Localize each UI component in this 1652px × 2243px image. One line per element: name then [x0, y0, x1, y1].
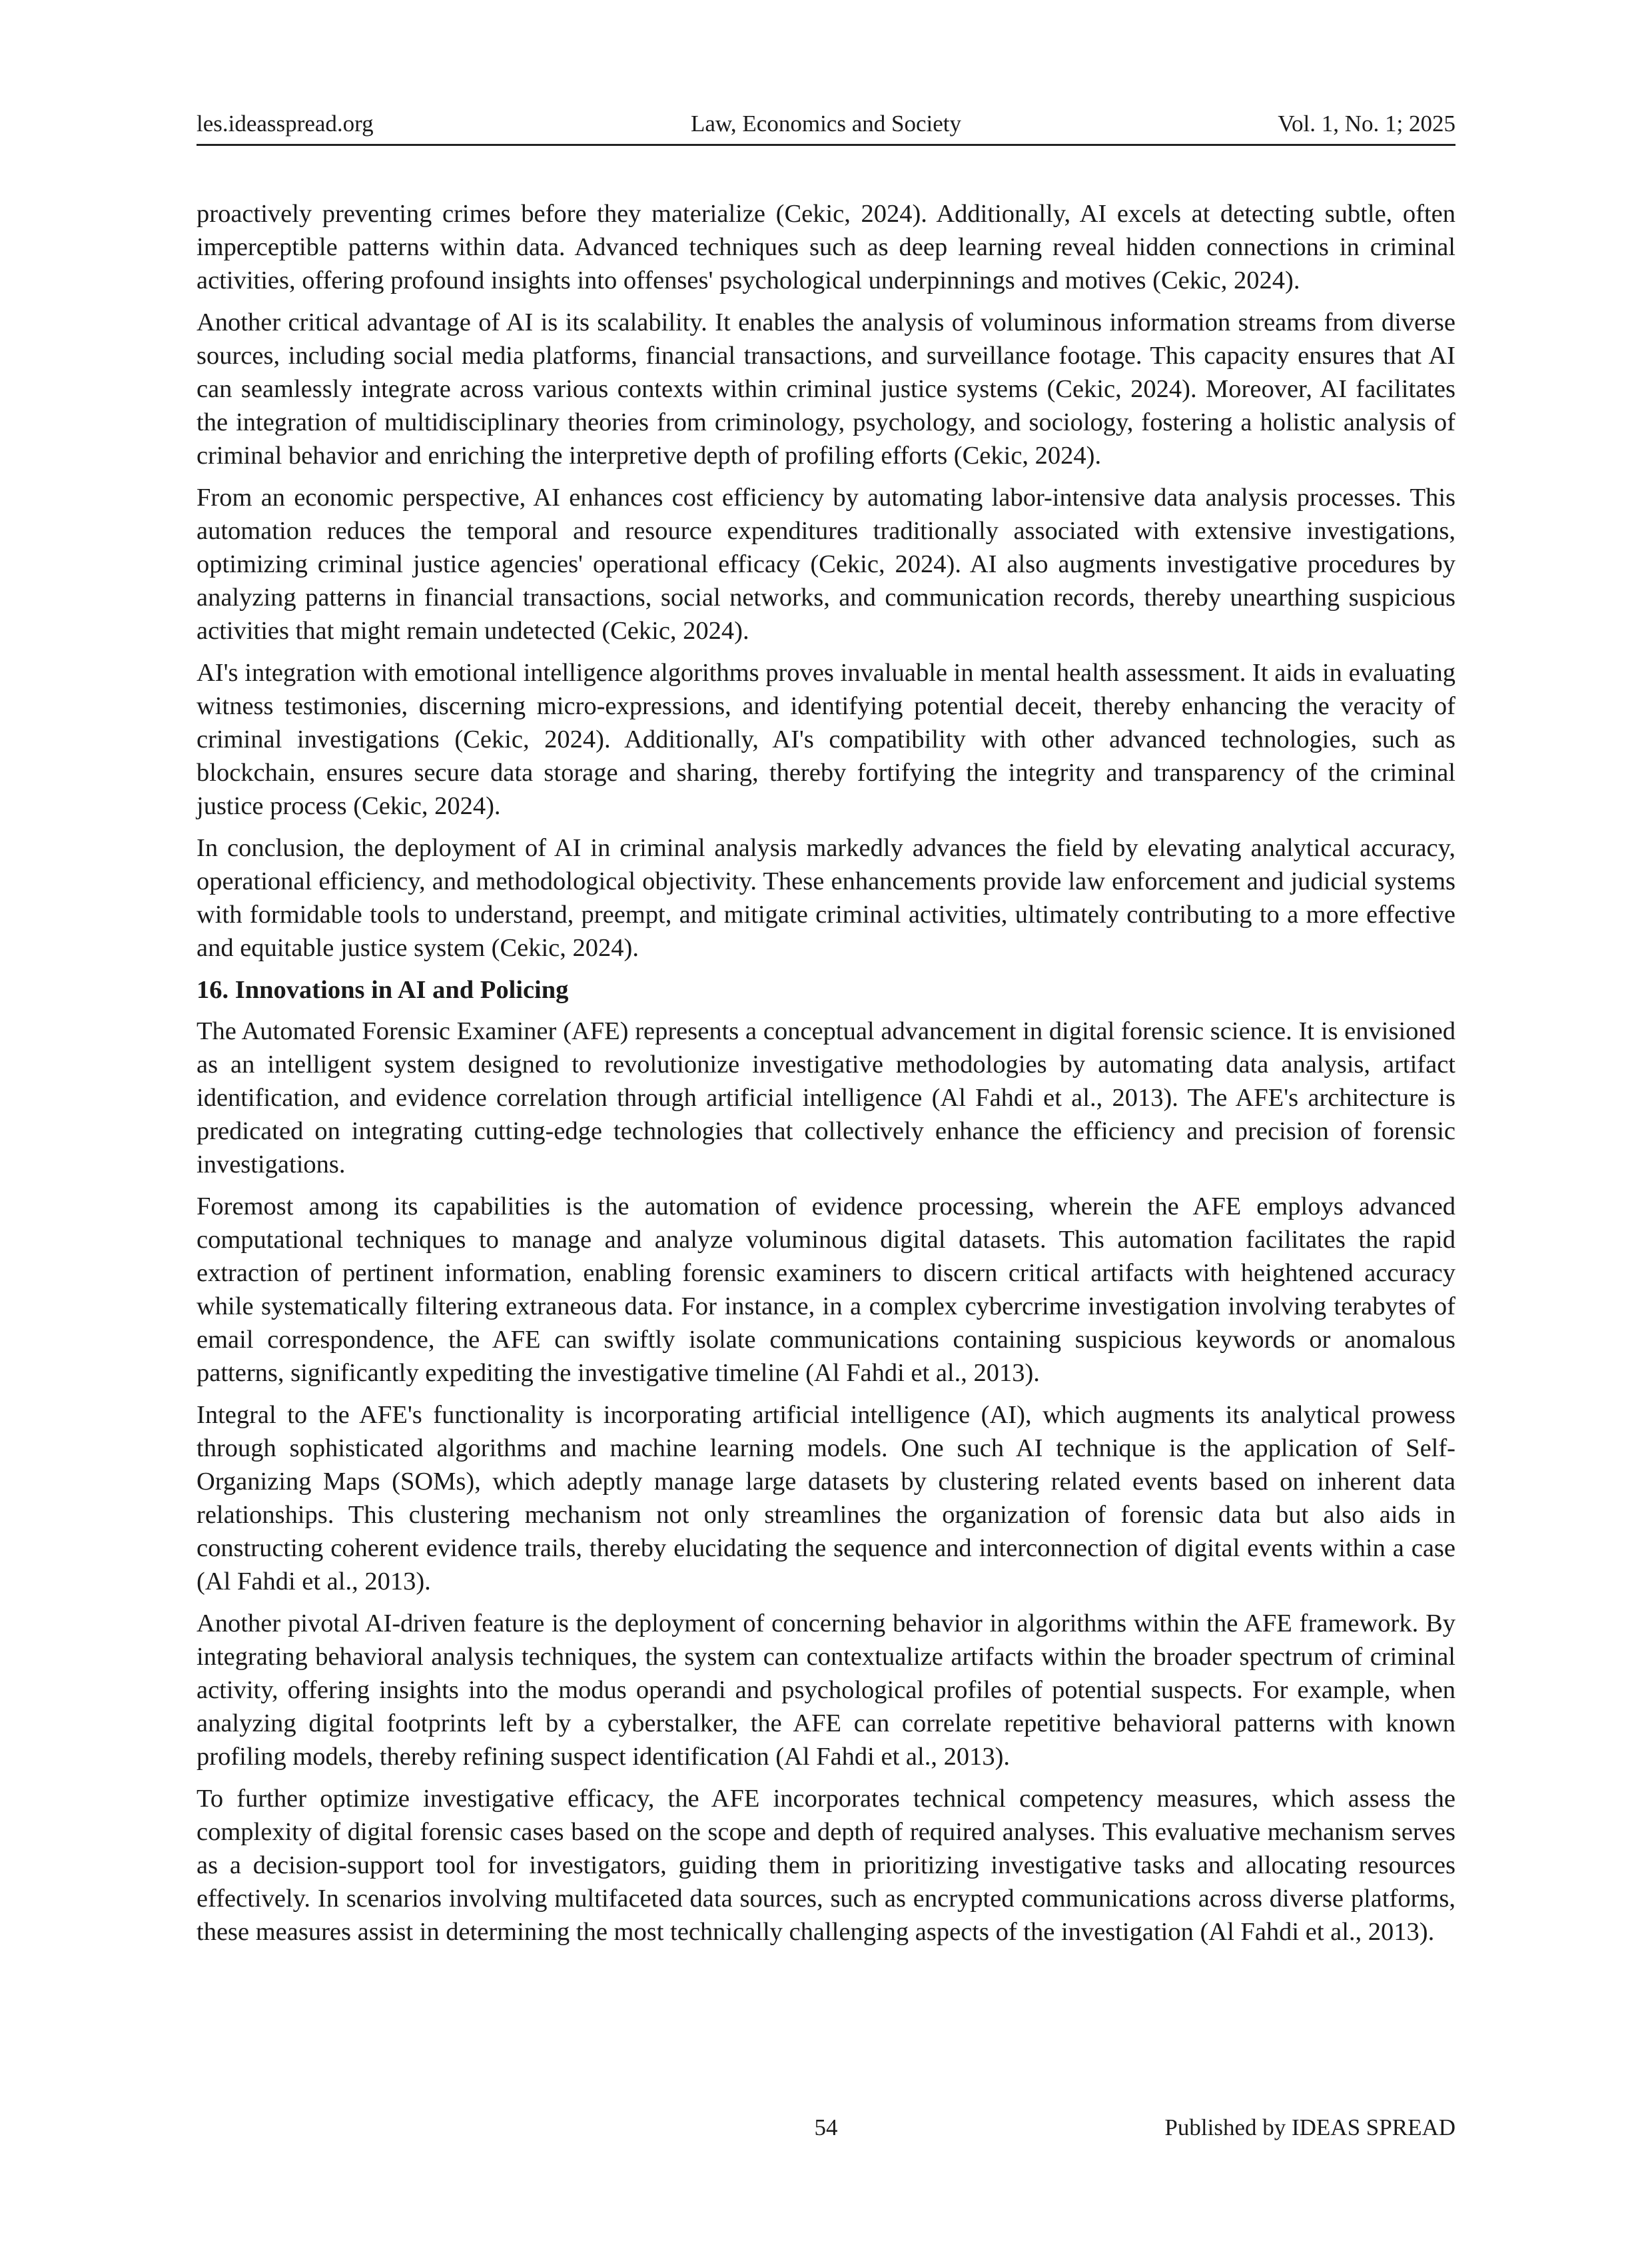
page-number: 54: [814, 2114, 838, 2140]
running-header: [197, 109, 1455, 146]
body-paragraph: Integral to the AFE's functionality is incorporating artificial intelligence (AI), which augments its analytical prowess through sophisticated algorithms and machine learning models. One such AI technique is the application of Self-Organizing Maps (SOMs), which adeptly manage large datasets by clustering related events based on inherent data relationships. This clustering mechanism not only streamlines the organization of forensic data but also aids in constructing coherent evidence trails, thereby elucidating the sequence and interconnection of digital events within a case (Al Fahdi et al., 2013).: [197, 1401, 1455, 1595]
body-paragraph: Another critical advantage of AI is its scalability. It enables the analysis of voluminous information streams from diverse sources, including social media platforms, financial transactions, and surveillance footage. This capacity ensures that AI can seamlessly integrate across various contexts within criminal justice systems (Cekic, 2024). Moreover, AI facilitates the integration of multidisciplinary theories from criminology, psychology, and sociology, fostering a holistic analysis of criminal behavior and enriching the interpretive depth of profiling efforts (Cekic, 2024).: [197, 308, 1455, 470]
body-paragraph: AI's integration with emotional intelligence algorithms proves invaluable in mental health assessment. It aids in evaluating witness testimonies, discerning micro-expressions, and identifying potential deceit, thereby enhancing the veracity of criminal investigations (Cekic, 2024). Additionally, AI's compatibility with other advanced technologies, such as blockchain, ensures secure data storage and sharing, thereby fortifying the integrity and transparency of the criminal justice process (Cekic, 2024).: [197, 659, 1455, 820]
header-site: les.ideasspread.org: [197, 111, 374, 137]
footer-publisher: Published by IDEAS SPREAD: [1164, 2114, 1455, 2140]
body-paragraph: The Automated Forensic Examiner (AFE) represents a conceptual advancement in digital forensic science. It is envisioned as an intelligent system designed to revolutionize investigative methodologies by automating data analysis, artifact identification, and evidence correlation through artificial intelligence (Al Fahdi et al., 2013). The AFE's architecture is predicated on integrating cutting-edge technologies that collectively enhance the efficiency and precision of forensic investigations.: [197, 1017, 1455, 1178]
body-paragraph: To further optimize investigative efficacy, the AFE incorporates technical competency measures, which assess the complexity of digital forensic cases based on the scope and depth of required analyses. This evaluative mechanism serves as a decision-support tool for investigators, guiding them in prioritizing investigative tasks and allocating resources effectively. In scenarios involving multifaceted data sources, such as encrypted communications across diverse platforms, these measures assist in determining the most technically challenging aspects of the investigation (Al Fahdi et al., 2013).: [197, 1785, 1455, 1946]
body-paragraph: proactively preventing crimes before they materialize (Cekic, 2024). Additionally, AI excels at detecting subtle, often imperceptible patterns within data. Advanced techniques such as deep learning reveal hidden connections in criminal activities, offering profound insights into offenses' psychological underpinnings and motives (Cekic, 2024).: [197, 200, 1455, 294]
header-volume: Vol. 1, No. 1; 2025: [1278, 111, 1455, 137]
page-footer: [197, 2113, 1455, 2146]
section-heading: 16. Innovations in AI and Policing: [197, 976, 569, 1004]
body-paragraph: Foremost among its capabilities is the automation of evidence processing, wherein the AFE employs advanced computational techniques to manage and analyze voluminous digital datasets. This automation facilitates the rapid extraction of pertinent information, enabling forensic examiners to discern critical artifacts with heightened accuracy while systematically filtering extraneous data. For instance, in a complex cybercrime investigation involving terabytes of email correspondence, the AFE can swiftly isolate communications containing suspicious keywords or anomalous patterns, significantly expediting the investigative timeline (Al Fahdi et al., 2013).: [197, 1192, 1455, 1387]
article-body: [197, 197, 1455, 1957]
header-journal: Law, Economics and Society: [691, 111, 961, 137]
body-paragraph: From an economic perspective, AI enhances cost efficiency by automating labor-intensive data analysis processes. This automation reduces the temporal and resource expenditures traditionally associated with extensive investigations, optimizing criminal justice agencies' operational efficacy (Cekic, 2024). AI also augments investigative procedures by analyzing patterns in financial transactions, social networks, and communication records, thereby unearthing suspicious activities that might remain undetected (Cekic, 2024).: [197, 484, 1455, 645]
body-paragraph: Another pivotal AI-driven feature is the deployment of concerning behavior in algorithms within the AFE framework. By integrating behavioral analysis techniques, the system can contextualize artifacts within the broader spectrum of criminal activity, offering insights into the modus operandi and psychological profiles of potential suspects. For example, when analyzing digital footprints left by a cyberstalker, the AFE can correlate repetitive behavioral patterns with known profiling models, thereby refining suspect identification (Al Fahdi et al., 2013).: [197, 1609, 1455, 1771]
body-paragraph: In conclusion, the deployment of AI in criminal analysis markedly advances the field by elevating analytical accuracy, operational efficiency, and methodological objectivity. These enhancements provide law enforcement and judicial systems with formidable tools to understand, preempt, and mitigate criminal activities, ultimately contributing to a more effective and equitable justice system (Cekic, 2024).: [197, 834, 1455, 962]
